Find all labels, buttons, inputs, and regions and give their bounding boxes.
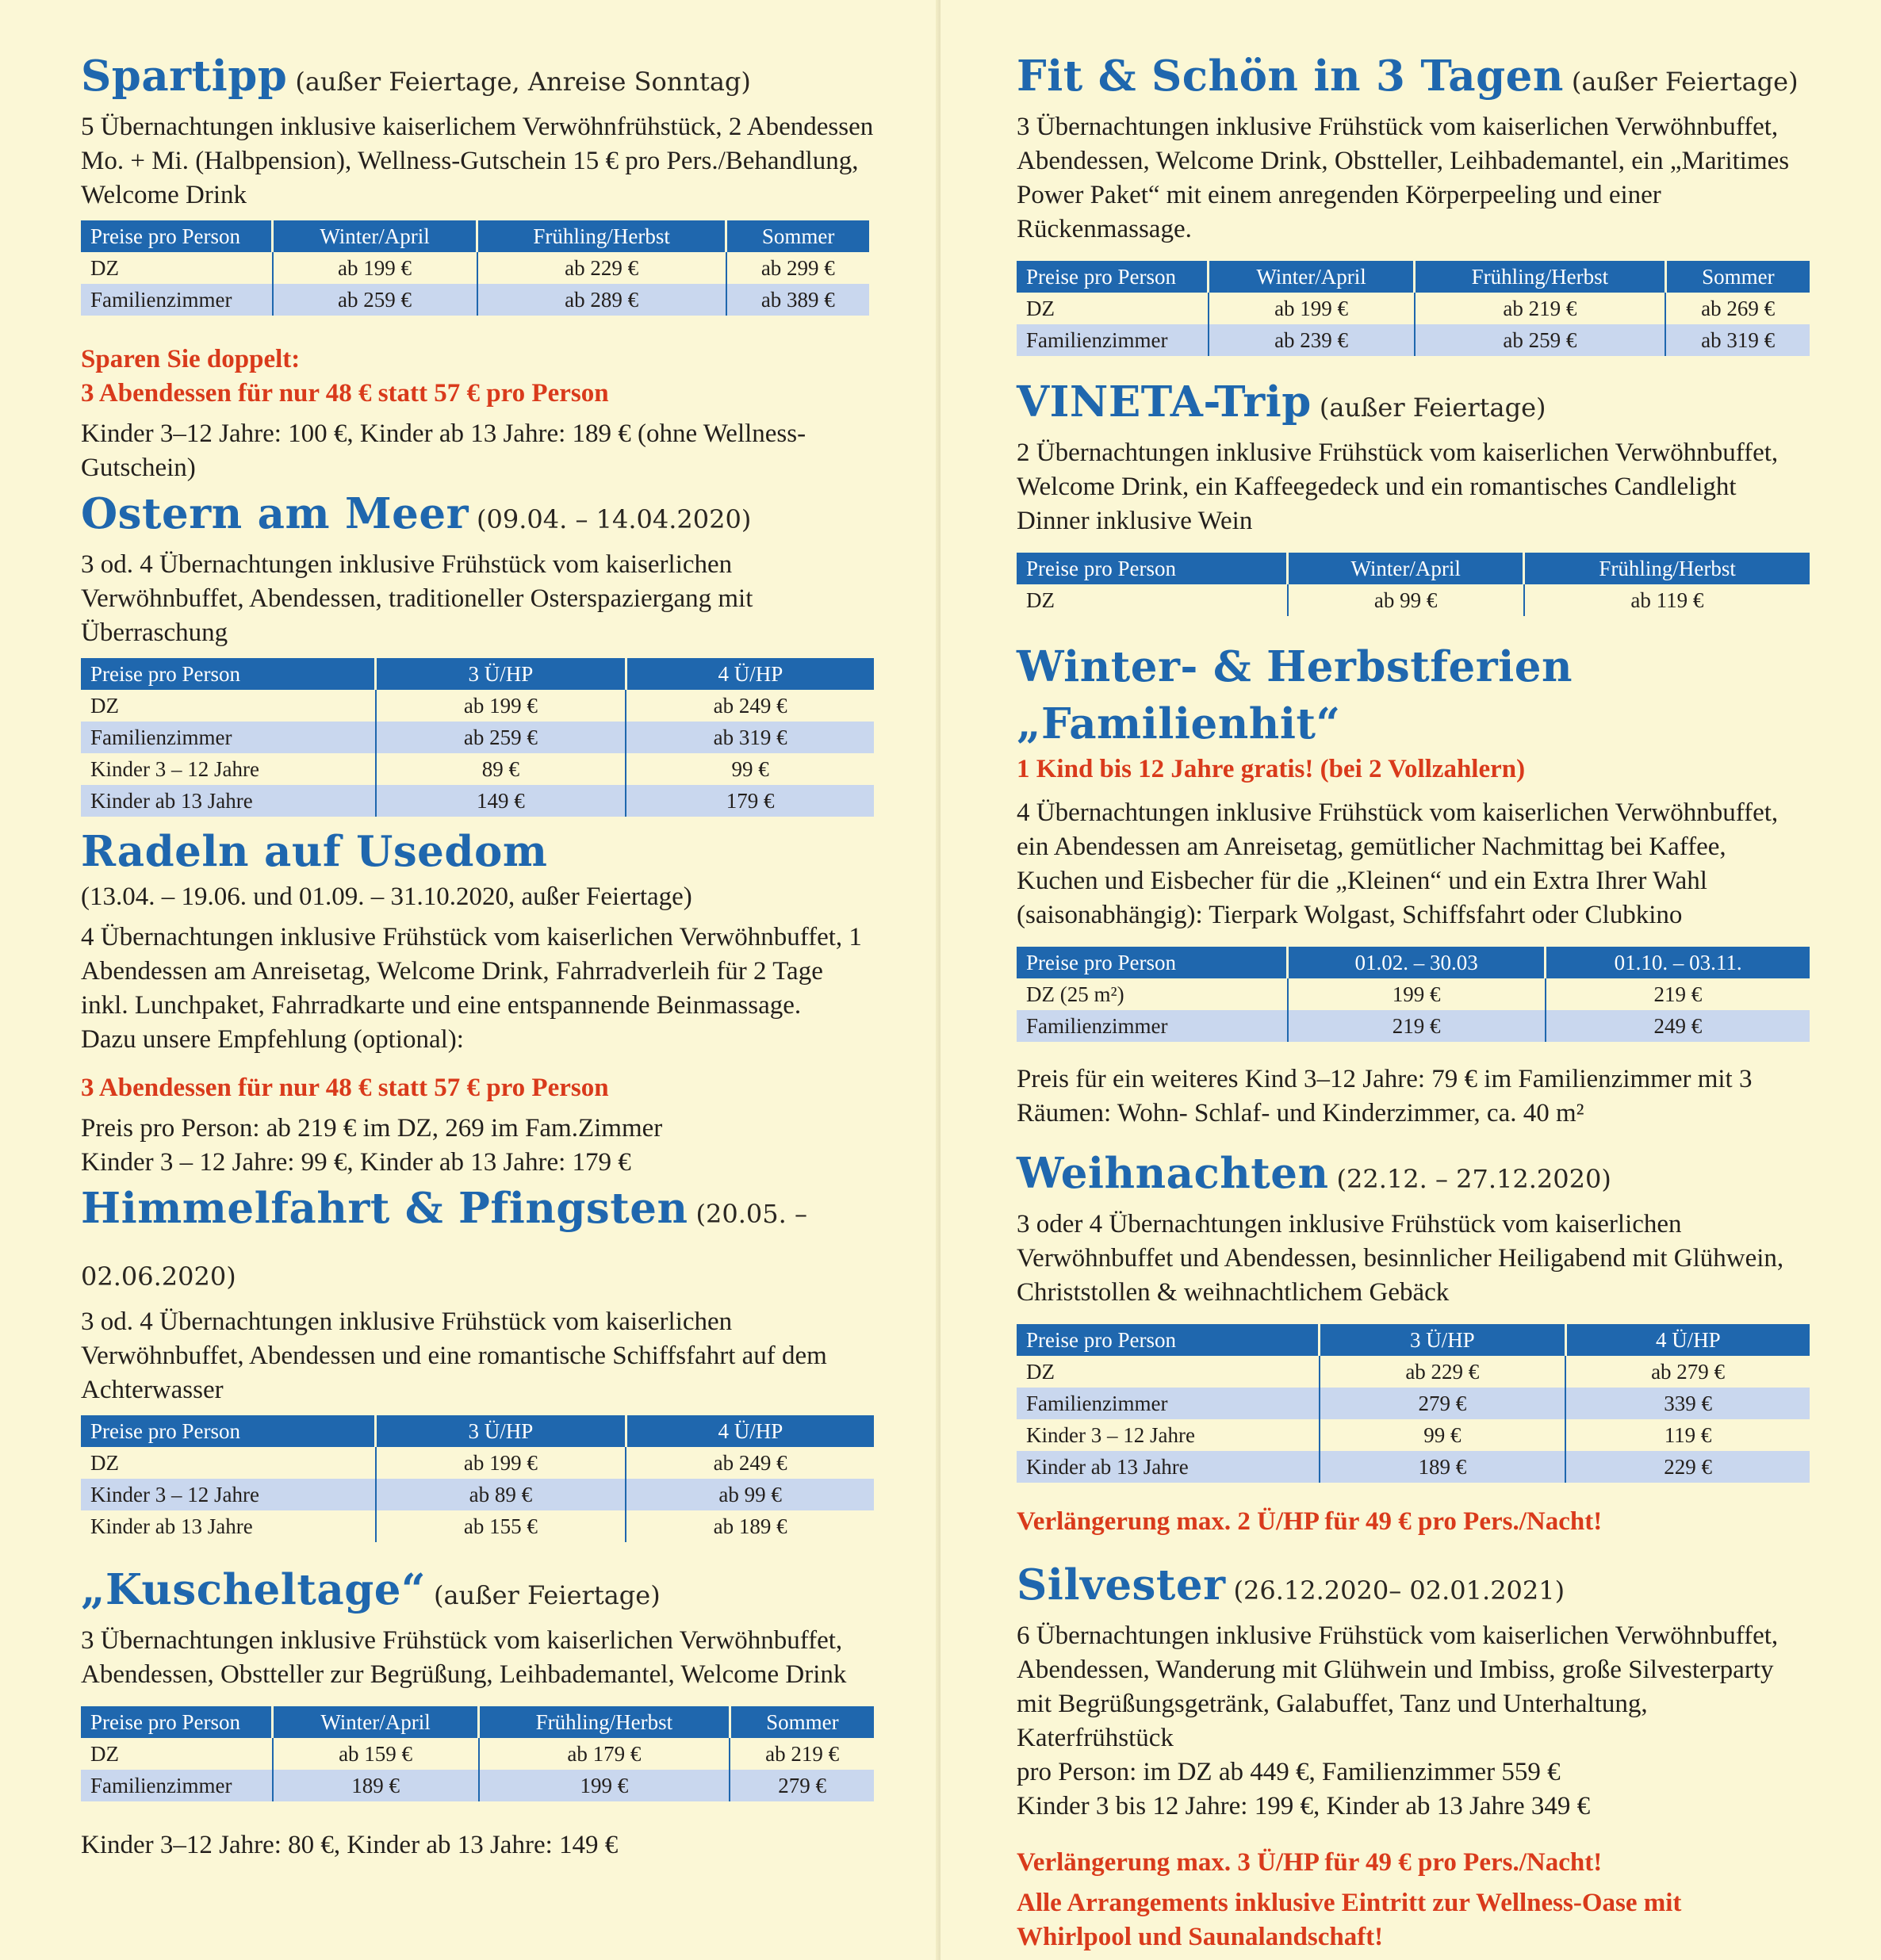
table-row: Familienzimmer 189 € 199 € 279 € (81, 1770, 874, 1801)
section-dates: (13.04. – 19.06. und 01.09. – 31.10.2020, außer Feiertage) (81, 882, 692, 911)
left-content (81, 48, 874, 1862)
left-page (0, 0, 940, 1960)
section-description: 3 od. 4 Übernachtungen inklusive Frühstück vom kaiserlichen Verwöhnbuffet, Abendessen und eine romantische Schiffsfahrt auf dem Achterwasser (81, 1307, 827, 1404)
price-table: Preise pro Person 01.02. – 30.03 01.10. – 03.11. DZ (25 m²) 199 € 219 € Familienzimmer 219 € 249 € (1017, 947, 1810, 1042)
table-row: DZ ab 199 € ab 219 € ab 269 € (1017, 293, 1810, 324)
section-spartipp (81, 48, 874, 485)
extension-offer: Verlängerung max. 3 Ü/HP für 49 € pro Pers./Nacht! (1017, 1848, 1603, 1877)
section-title: Fit & Schön in 3 Tagen (außer Feiertage) (1017, 52, 1799, 101)
price-note: pro Person: im DZ ab 449 €, Familienzimmer 559 € (1017, 1758, 1561, 1786)
price-table: Preise pro Person Winter/April Frühling/Herbst Sommer DZ ab 159 € ab 179 € ab 219 € Familienzimmer 189 € 199 € 279 € (81, 1706, 874, 1801)
table-row: DZ (25 m²) 199 € 219 € (1017, 978, 1810, 1010)
section-description: 3 oder 4 Übernachtungen inklusive Frühstück vom kaiserlichen Verwöhnbuffet und Abendessen, besinnlicher Heiligabend mit Glühwein, Christstollen & weihnachtlichem Gebäck (1017, 1210, 1784, 1307)
section-weihnachten (1017, 1145, 1873, 1539)
table-row: DZ ab 99 € ab 119 € (1017, 584, 1810, 616)
table-row: Familienzimmer 279 € 339 € (1017, 1388, 1810, 1419)
section-description: 2 Übernachtungen inklusive Frühstück vom kaiserlichen Verwöhnbuffet, Welcome Drink, ein Kaffeegedeck und ein romantisches Candlelight Dinner inklusive Wein (1017, 438, 1779, 535)
section-silvester (1017, 1556, 1873, 1954)
price-note: Preis pro Person: ab 219 € im DZ, 269 im Fam.Zimmer (81, 1114, 663, 1143)
table-row: DZ ab 199 € ab 249 € (81, 690, 874, 722)
section-description: 4 Übernachtungen inklusive Frühstück vom kaiserlichen Verwöhnbuffet, 1 Abendessen am Anreisetag, Welcome Drink, Fahrradverleih für 2 Tage inkl. Lunchpaket, Fahrradkarte und eine entspannende Beinmassage. (81, 923, 862, 1020)
section-description: 3 Übernachtungen inklusive Frühstück vom kaiserlichen Verwöhnbuffet, Abendessen, Welcome Drink, Obstteller, Leihbademantel, ein „Maritimes Power Paket“ mit einem anregenden Körperpeeling und einer Rückenmassage. (1017, 113, 1790, 243)
price-table: Preise pro Person 3 Ü/HP 4 Ü/HP DZ ab 199 € ab 249 € Familienzimmer ab 259 € ab 319 € Kinder 3 – 12 Jahre 89 € 99 € Kinder ab 13 Jahre 149 € 179 € (81, 658, 874, 817)
table-row: Familienzimmer 219 € 249 € (1017, 1010, 1810, 1042)
section-title: Radeln auf Usedom (81, 827, 548, 876)
section-title: Silvester (26.12.2020– 02.01.2021) (1017, 1560, 1565, 1610)
section-description: 3 od. 4 Übernachtungen inklusive Frühstück vom kaiserlichen Verwöhnbuffet, Abendessen, traditioneller Osterspaziergang mit Überraschung (81, 550, 753, 647)
table-row: DZ ab 199 € ab 229 € ab 299 € (81, 252, 869, 284)
section-radeln (81, 823, 874, 1180)
children-prices: Kinder 3 – 12 Jahre: 99 €, Kinder ab 13 Jahre: 179 € (81, 1148, 631, 1177)
wellness-note: Alle Arrangements inklusive Eintritt zur Wellness-Oase mit Whirlpool und Saunalandschaft! (1017, 1889, 1682, 1951)
section-title: Himmelfahrt & Pfingsten (20.05. – 02.06.2020) (81, 1184, 807, 1292)
table-row: Familienzimmer ab 239 € ab 259 € ab 319 € (1017, 324, 1810, 356)
table-row: Kinder ab 13 Jahre ab 155 € ab 189 € (81, 1510, 874, 1542)
right-page (940, 0, 1881, 1960)
section-fit-schoen (1017, 48, 1873, 356)
price-table: Preise pro Person 3 Ü/HP 4 Ü/HP DZ ab 199 € ab 249 € Kinder 3 – 12 Jahre ab 89 € ab 99 € Kinder ab 13 Jahre ab 155 € ab 189 € (81, 1415, 874, 1542)
right-content (1017, 48, 1873, 1954)
section-title: VINETA-Trip (außer Feiertage) (1017, 377, 1546, 427)
table-row: DZ ab 229 € ab 279 € (1017, 1356, 1810, 1388)
children-prices: Kinder 3 bis 12 Jahre: 199 €, Kinder ab 13 Jahre 349 € (1017, 1792, 1591, 1820)
offer-heading: Sparen Sie doppelt: (81, 345, 301, 373)
section-description: 4 Übernachtungen inklusive Frühstück vom kaiserlichen Verwöhnbuffet, ein Abendessen am Anreisetag, gemütlicher Nachmittag bei Kaffee, Kuchen und Eisbecher für die „Kleinen“ und ein Extra Ihrer Wahl (saisonabhängig): Tierpark Wolgast, Schiffsfahrt oder Clubkino (1017, 798, 1779, 929)
table-row: DZ ab 199 € ab 249 € (81, 1447, 874, 1479)
recommendation: Dazu unsere Empfehlung (optional): (81, 1025, 464, 1054)
section-kuscheltage (81, 1561, 874, 1862)
price-table: Preise pro Person Winter/April Frühling/Herbst Sommer DZ ab 199 € ab 229 € ab 299 € Familienzimmer ab 259 € ab 289 € ab 389 € (81, 220, 869, 316)
section-title: Spartipp (außer Feiertage, Anreise Sonntag) (81, 52, 751, 101)
table-row: Kinder 3 – 12 Jahre 99 € 119 € (1017, 1419, 1810, 1451)
price-table: Preise pro Person Winter/April Frühling/Herbst Sommer DZ ab 199 € ab 219 € ab 269 € Familienzimmer ab 239 € ab 259 € ab 319 € (1017, 261, 1810, 356)
extension-offer: Verlängerung max. 2 Ü/HP für 49 € pro Pers./Nacht! (1017, 1507, 1603, 1536)
table-row: DZ ab 159 € ab 179 € ab 219 € (81, 1738, 874, 1770)
table-row: Kinder ab 13 Jahre 149 € 179 € (81, 785, 874, 817)
offer-text: 3 Abendessen für nur 48 € statt 57 € pro Person (81, 379, 609, 408)
table-row: Kinder 3 – 12 Jahre ab 89 € ab 99 € (81, 1479, 874, 1510)
section-ostern (81, 485, 874, 817)
section-familienhit (1017, 638, 1873, 1131)
offer-text: 1 Kind bis 12 Jahre gratis! (bei 2 Vollzahlern) (1017, 755, 1526, 783)
table-row: Kinder 3 – 12 Jahre 89 € 99 € (81, 753, 874, 785)
table-row: Familienzimmer ab 259 € ab 319 € (81, 722, 874, 753)
section-description: 5 Übernachtungen inklusive kaiserlichem Verwöhnfrühstück, 2 Abendessen Mo. + Mi. (Halbpension), Wellness-Gutschein 15 € pro Pers./Behandlung, Welcome Drink (81, 113, 874, 209)
section-title: „Kuscheltage“ (außer Feiertage) (81, 1565, 661, 1614)
children-prices: Kinder 3–12 Jahre: 100 €, Kinder ab 13 Jahre: 189 € (ohne Wellness-Gutschein) (81, 419, 806, 482)
section-title: Ostern am Meer (09.04. – 14.04.2020) (81, 489, 752, 538)
table-row: Familienzimmer ab 259 € ab 289 € ab 389 € (81, 284, 869, 316)
price-table: Preise pro Person Winter/April Frühling/Herbst DZ ab 99 € ab 119 € (1017, 553, 1810, 616)
price-table: Preise pro Person 3 Ü/HP 4 Ü/HP DZ ab 229 € ab 279 € Familienzimmer 279 € 339 € Kinder 3 – 12 Jahre 99 € 119 € Kinder ab 13 Jahre 189 € 229 € (1017, 1324, 1810, 1483)
section-vineta (1017, 373, 1873, 616)
children-prices: Kinder 3–12 Jahre: 80 €, Kinder ab 13 Jahre: 149 € (81, 1831, 619, 1859)
section-himmelfahrt (81, 1180, 874, 1542)
section-description: 3 Übernachtungen inklusive Frühstück vom kaiserlichen Verwöhnbuffet, Abendessen, Obstteller zur Begrüßung, Leihbademantel, Welcome Drink (81, 1626, 847, 1689)
table-row: Kinder ab 13 Jahre 189 € 229 € (1017, 1451, 1810, 1483)
section-title: Winter- & Herbstferien „Familienhit“ (1017, 642, 1573, 748)
section-description: 6 Übernachtungen inklusive Frühstück vom kaiserlichen Verwöhnbuffet, Abendessen, Wanderung mit Glühwein und Imbiss, große Silvesterparty mit Begrüßungsgetränk, Galabuffet, Tanz und Unterhaltung, Katerfrühstück (1017, 1621, 1779, 1752)
price-note: Preis für ein weiteres Kind 3–12 Jahre: 79 € im Familienzimmer mit 3 Räumen: Wohn- Schlaf- und Kinderzimmer, ca. 40 m² (1017, 1065, 1753, 1127)
section-title: Weihnachten (22.12. – 27.12.2020) (1017, 1149, 1611, 1198)
offer-text: 3 Abendessen für nur 48 € statt 57 € pro Person (81, 1074, 609, 1102)
